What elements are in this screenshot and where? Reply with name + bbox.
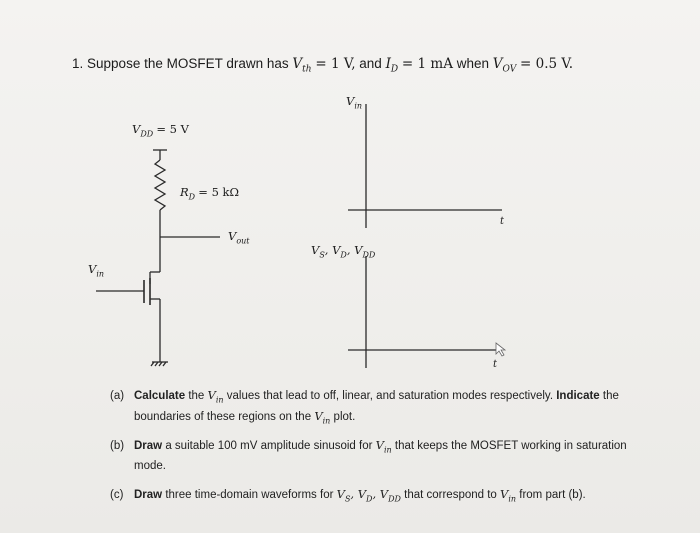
question-intro: Suppose the MOSFET drawn has [87, 56, 289, 71]
vdd-label: $V_{DD} = 5$ V [132, 122, 189, 139]
vout-label: $V_{out}$ [228, 229, 250, 246]
rd-label: $R_D = 5$ kΩ [180, 185, 240, 202]
vin-label: $V_{in}$ [88, 262, 105, 279]
vth-symbol: $V_{th}$ [292, 56, 312, 75]
and-word: and [359, 56, 382, 71]
waveform-plot-y-label: $V_S$, $V_D$, $V_{DD}$ [311, 243, 376, 260]
id-symbol: $I_D$ [385, 56, 399, 75]
vov-symbol: $V_{OV}$ [492, 56, 517, 75]
part-b: (b) Draw a suitable 100 mV amplitude sinusoid for $V_{in}$ that keeps the MOSFET working in saturation mode. [110, 438, 627, 473]
part-c: (c) Draw three time-domain waveforms for $V_S$, $V_D$, $V_{DD}$ that correspond to $V_{in}$ from part (b). [110, 487, 586, 504]
when-word: when [456, 56, 489, 71]
part-a: (a) Calculate the $V_{in}$ values that lead to off, linear, and saturation modes respectively. Indicate the boundaries of these regions on the $V_{in}$ plot. [110, 388, 619, 426]
id-value: = 1 mA [401, 56, 453, 72]
waveform-plot-x-label: t [493, 359, 498, 370]
vin-plot-x-label: t [500, 216, 505, 227]
cursor-icon [496, 343, 505, 356]
vin-plot-y-label: $V_{in}$ [346, 94, 363, 111]
vth-value: = 1 V, [315, 56, 356, 72]
vov-value: = 0.5 V. [520, 56, 574, 72]
resistor-rd [155, 160, 165, 210]
question-number: 1. [72, 56, 84, 71]
